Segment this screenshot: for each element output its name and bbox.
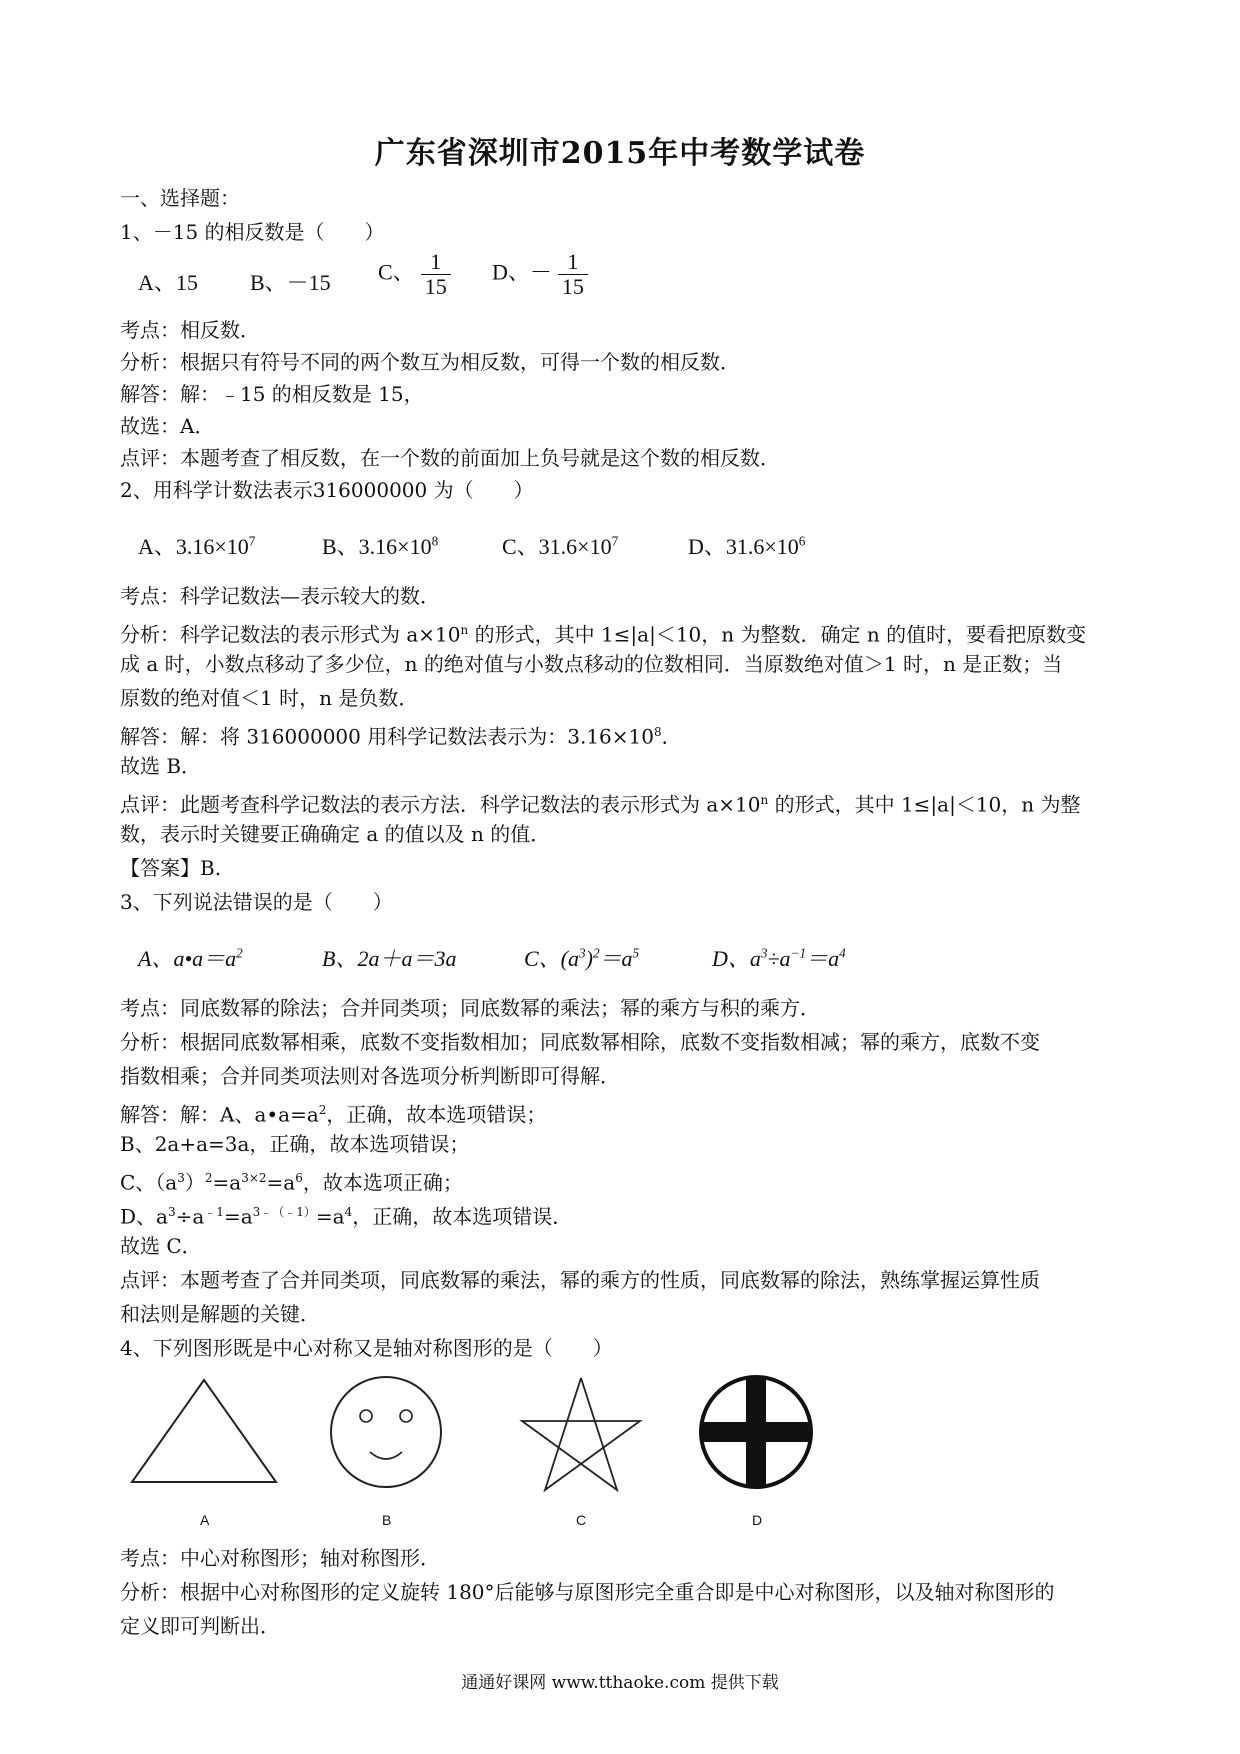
superscript: 2: [236, 945, 243, 961]
superscript: ﹣1: [204, 1205, 224, 1219]
q2-jieda: [120, 718, 682, 751]
text-part: ÷a: [767, 946, 791, 971]
q3-kaodian: 考点：同底数幂的除法；合并同类项；同底数幂的乘法；幂的乘方与积的乘方．: [120, 996, 820, 1020]
q1-dianping: 点评：本题考查了相反数，在一个数的前面加上负号就是这个数的相反数．: [120, 446, 780, 470]
q2-fenxi-line3: 原数的绝对值＜1 时，n 是负数．: [120, 686, 419, 710]
superscript: 6: [295, 1171, 303, 1185]
q3-fenxi-line1: 分析：根据同底数幂相乘，底数不变指数相加；同底数幂相除，底数不变指数相减；幂的乘方，底数不变: [120, 1030, 1040, 1054]
q3-option-b: B、2a＋a＝3a: [322, 946, 457, 971]
q1-stem: 1、－15 的相反数是（ ）: [120, 220, 385, 244]
text-part: ＝a: [806, 946, 840, 971]
superscript: n: [760, 793, 769, 807]
q3-jieda-line2: B、2a+a=3a，正确，故本选项错误；: [120, 1132, 470, 1156]
fraction-denominator: 15: [561, 274, 584, 299]
q1-kaodian: 考点：相反数．: [120, 318, 260, 342]
figure-label-a: A: [200, 1512, 210, 1528]
page-title: 广东省深圳市2015年中考数学试卷: [374, 136, 866, 171]
superscript: 3: [579, 945, 586, 961]
text-part: ，正确，故本选项错误；: [326, 1102, 547, 1127]
text-part: 分析：科学记数法的表示形式为 a×10: [120, 622, 461, 647]
superscript: 5: [632, 945, 640, 961]
q3-guxuan: 故选 C．: [120, 1234, 202, 1258]
q3-jieda-line1: [120, 1096, 546, 1129]
text-part: ）: [184, 1170, 205, 1195]
q2-option-b: [322, 530, 438, 561]
q2-option-a-exponent: 7: [248, 533, 256, 549]
q2-option-d: [688, 530, 805, 561]
text-part: A、a•a＝a: [138, 946, 237, 971]
q1-jieda: 解答：解：﹣15 的相反数是 15，: [120, 382, 424, 406]
superscript: 2: [318, 1103, 327, 1117]
text-part: 的形式，其中 1≤|a|＜10，n 为整: [768, 792, 1081, 817]
q1-option-c: [378, 250, 451, 299]
q2-option-d-exponent: 6: [798, 533, 806, 549]
text-part: =a: [266, 1170, 296, 1195]
fraction-numerator: 1: [430, 249, 442, 274]
q4-kaodian: 考点：中心对称图形；轴对称图形．: [120, 1546, 440, 1570]
superscript: 3﹣（﹣1）: [252, 1205, 316, 1219]
q2-answer: 【答案】B.: [120, 856, 222, 880]
q4-fenxi-line1: 分析：根据中心对称图形的定义旋转 180°后能够与原图形完全重合即是中心对称图形，以及轴对称图形的: [120, 1580, 1055, 1604]
q2-guxuan: 故选 B．: [120, 754, 202, 778]
q2-stem: 2、用科学计数法表示316000000 为（ ）: [120, 478, 534, 502]
q2-kaodian: 考点：科学记数法—表示较大的数．: [120, 584, 440, 608]
q3-dianping-line2: 和法则是解题的关键．: [120, 1302, 320, 1326]
q3-jieda-line4: [120, 1198, 572, 1231]
text-part: C、（a: [120, 1170, 178, 1195]
q1-option-d-label: D、: [492, 259, 530, 285]
superscript: 4: [344, 1205, 353, 1219]
text-part: ): [585, 946, 593, 971]
figure-label-c: C: [576, 1512, 587, 1528]
superscript: −1: [790, 945, 807, 961]
superscript: 2: [204, 1171, 213, 1185]
superscript: n: [460, 623, 469, 637]
page-footer: 通通好课网 www.tthaoke.com 提供下载: [461, 1673, 779, 1693]
q3-option-a: [138, 942, 243, 973]
q2-option-d-base: D、31.6×10: [688, 534, 799, 559]
text-part: 的形式，其中 1≤|a|＜10，n 为整数．确定 n 的值时，要看把原数变: [468, 622, 1087, 647]
fraction-numerator: 1: [567, 249, 579, 274]
q2-option-a-base: A、3.16×10: [138, 534, 249, 559]
text-part: D、a: [712, 946, 761, 971]
q1-option-c-fraction: [421, 250, 451, 299]
q3-fenxi-line2: 指数相乘；合并同类项法则对各选项分析判断即可得解．: [120, 1064, 620, 1088]
q3-stem: 3、下列说法错误的是（ ）: [120, 890, 393, 914]
section-heading: 一、选择题：: [120, 186, 240, 210]
q1-fenxi: 分析：根据只有符号不同的两个数互为相反数，可得一个数的相反数．: [120, 350, 740, 374]
q2-option-c: [502, 530, 618, 561]
text-part: 解答：解：A、a•a=a: [120, 1102, 319, 1127]
q1-option-d-sign: －: [529, 259, 552, 285]
superscript: 3: [760, 945, 768, 961]
q2-dianping-line2: 数，表示时关键要正确确定 a 的值以及 n 的值．: [120, 822, 551, 846]
circle-cross-figure: [701, 1377, 811, 1487]
text-part: =a: [315, 1204, 345, 1229]
text-part: C、(a: [524, 946, 580, 971]
superscript: 3×2: [241, 1171, 267, 1185]
superscript: 4: [839, 945, 846, 961]
q2-option-b-base: B、3.16×10: [322, 534, 432, 559]
q1-option-a: A、15: [138, 270, 198, 295]
q4-figures: [120, 1372, 840, 1522]
smiley-figure: [331, 1377, 441, 1487]
q2-fenxi-line2: 成 a 时，小数点移动了多少位，n 的绝对值与小数点移动的位数相同．当原数绝对值＞1 时，n 是正数；当: [120, 652, 1063, 676]
text-part: 点评：此题考查科学记数法的表示方法．科学记数法的表示形式为 a×10: [120, 792, 761, 817]
q2-fenxi-line1: [120, 616, 1086, 649]
q1-option-c-label: C、: [378, 259, 415, 285]
text-part: D、a: [120, 1204, 168, 1229]
pentagram-figure: [522, 1378, 640, 1490]
text-part: ．: [661, 724, 682, 749]
q2-option-c-exponent: 7: [611, 533, 619, 549]
q4-fenxi-line2: 定义即可判断出．: [120, 1614, 280, 1638]
text-part: =a: [212, 1170, 242, 1195]
text-part: ，故本选项正确；: [302, 1170, 463, 1195]
q1-option-d: [492, 250, 588, 299]
fraction-denominator: 15: [424, 274, 447, 299]
text-part: ÷a: [175, 1204, 205, 1229]
superscript: 3: [177, 1171, 185, 1185]
text-part: ＝a: [599, 946, 633, 971]
q3-option-c: [524, 942, 639, 973]
q1-option-d-fraction: [558, 250, 588, 299]
q2-dianping-line1: [120, 786, 1081, 819]
text-part: ，正确，故本选项错误．: [352, 1204, 573, 1229]
q1-guxuan: 故选：A．: [120, 414, 215, 438]
q1-option-b: B、－15: [250, 270, 331, 295]
q2-option-c-base: C、31.6×10: [502, 534, 612, 559]
triangle-figure: [132, 1380, 276, 1482]
superscript: 3: [167, 1205, 176, 1219]
text-part: =a: [223, 1204, 253, 1229]
q3-option-d: [712, 942, 846, 973]
q4-stem: 4、下列图形既是中心对称又是轴对称图形的是（ ）: [120, 1336, 613, 1360]
q2-option-b-exponent: 8: [431, 533, 439, 549]
q3-jieda-line3: [120, 1164, 463, 1197]
figure-label-b: B: [382, 1512, 392, 1528]
q2-option-a: [138, 530, 255, 561]
figure-label-d: D: [752, 1512, 763, 1528]
superscript: 2: [592, 945, 600, 961]
text-part: 解答：解：将 316000000 用科学记数法表示为：3.16×10: [120, 724, 654, 749]
pentagram-outline: [505, 1376, 657, 1498]
q3-dianping-line1: 点评：本题考查了合并同类项，同底数幂的乘法，幂的乘方的性质，同底数幂的除法，熟练掌握运算性质: [120, 1268, 1040, 1292]
superscript: 8: [653, 725, 662, 739]
